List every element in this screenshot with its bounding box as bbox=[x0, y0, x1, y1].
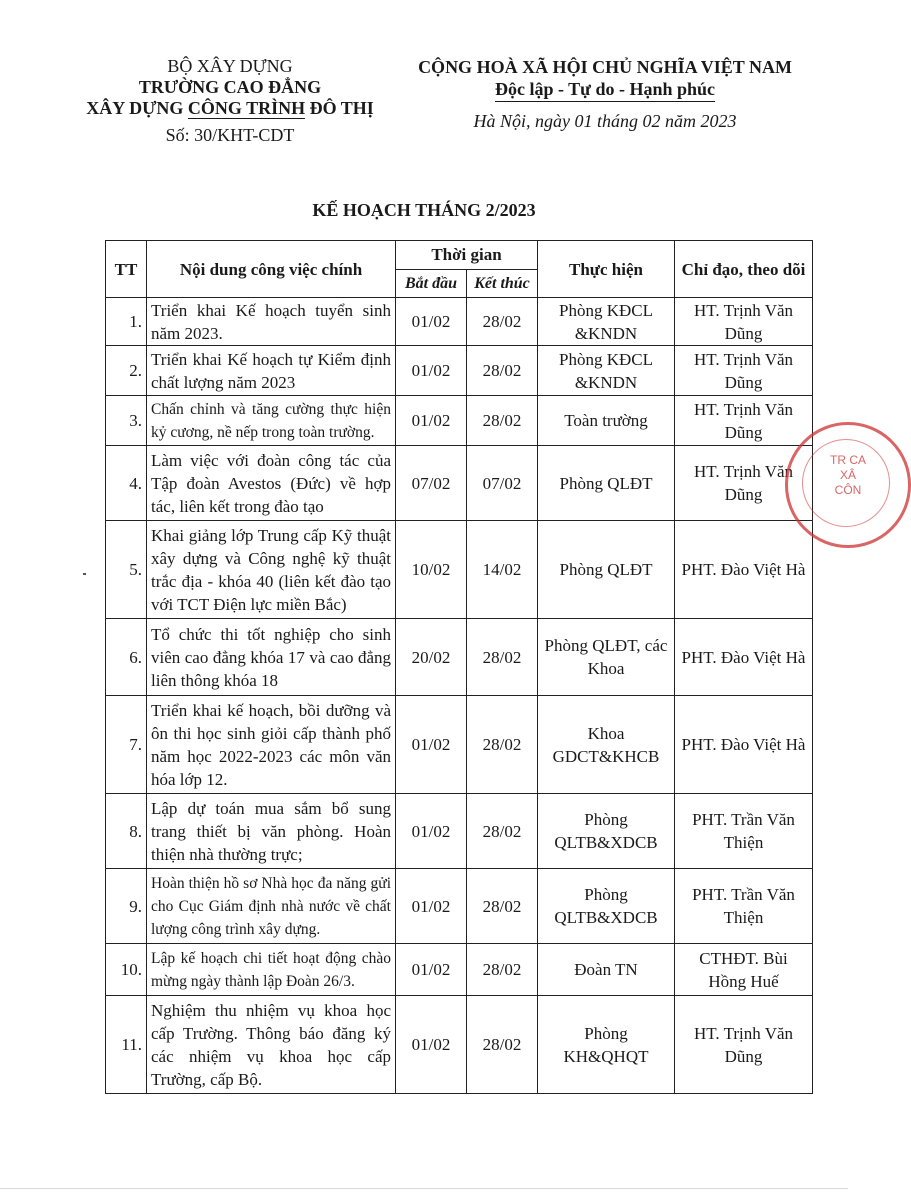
row-end: 28/02 bbox=[467, 944, 538, 996]
row-number: 8. bbox=[106, 794, 147, 869]
row-number: 1. bbox=[106, 298, 147, 346]
row-director: HT. Trịnh Văn Dũng bbox=[675, 396, 813, 446]
row-exec: Phòng KĐCL &KNDN bbox=[538, 298, 675, 346]
plan-table bbox=[105, 240, 813, 1094]
row-start: 01/02 bbox=[396, 696, 467, 794]
row-start: 01/02 bbox=[396, 346, 467, 396]
row-number: 2. bbox=[106, 346, 147, 396]
row-content: Triển khai Kế hoạch tự Kiểm định chất lượng năm 2023 bbox=[147, 346, 396, 396]
row-exec: Đoàn TN bbox=[538, 944, 675, 996]
row-exec: Phòng KH&QHQT bbox=[538, 996, 675, 1094]
national-heading bbox=[395, 56, 815, 132]
row-end: 28/02 bbox=[467, 996, 538, 1094]
document-title: KẾ HOẠCH THÁNG 2/2023 bbox=[312, 200, 536, 220]
school-name-line1: TRƯỜNG CAO ĐẲNG bbox=[138, 77, 322, 97]
table-row bbox=[106, 944, 813, 996]
table-row bbox=[106, 869, 813, 944]
row-end: 28/02 bbox=[467, 869, 538, 944]
row-number: 9. bbox=[106, 869, 147, 944]
row-start: 01/02 bbox=[396, 794, 467, 869]
row-number: 3. bbox=[106, 396, 147, 446]
official-seal-text: TR CA XÂ CÔN bbox=[830, 453, 866, 497]
header-start: Bắt đầu bbox=[396, 269, 467, 298]
row-end: 28/02 bbox=[467, 298, 538, 346]
row-number: 11. bbox=[106, 996, 147, 1094]
scan-speck bbox=[83, 573, 86, 575]
row-content: Tổ chức thi tốt nghiệp cho sinh viên cao đẳng khóa 17 và cao đẳng liên thông khóa 18 bbox=[147, 619, 396, 696]
row-number: 10. bbox=[106, 944, 147, 996]
table-row bbox=[106, 521, 813, 619]
row-number: 6. bbox=[106, 619, 147, 696]
header-director: Chỉ đạo, theo dõi bbox=[675, 241, 813, 298]
row-exec: Phòng KĐCL &KNDN bbox=[538, 346, 675, 396]
school-name-part-c: ĐÔ THỊ bbox=[305, 98, 374, 118]
ministry-name: BỘ XÂY DỰNG bbox=[167, 56, 293, 76]
row-director: HT. Trịnh Văn Dũng bbox=[675, 996, 813, 1094]
row-content: Triển khai Kế hoạch tuyển sinh năm 2023. bbox=[147, 298, 396, 346]
issuer-block bbox=[60, 56, 400, 146]
official-seal-inner-ring bbox=[802, 439, 890, 527]
table-row bbox=[106, 446, 813, 521]
table-row bbox=[106, 346, 813, 396]
table-row bbox=[106, 396, 813, 446]
row-content: Lập dự toán mua sắm bổ sung trang thiết bị văn phòng. Hoàn thiện nhà thường trực; bbox=[147, 794, 396, 869]
row-director: PHT. Đào Việt Hà bbox=[675, 696, 813, 794]
country-name: CỘNG HOÀ XÃ HỘI CHỦ NGHĨA VIỆT NAM bbox=[418, 57, 792, 77]
row-end: 28/02 bbox=[467, 794, 538, 869]
row-content: Làm việc với đoàn công tác của Tập đoàn Avestos (Đức) về hợp tác, liên kết trong đào tạo bbox=[147, 446, 396, 521]
header-content: Nội dung công việc chính bbox=[147, 241, 396, 298]
row-start: 20/02 bbox=[396, 619, 467, 696]
place-date: Hà Nội, ngày 01 tháng 02 năm 2023 bbox=[473, 111, 737, 131]
school-name-line2 bbox=[60, 98, 400, 119]
row-director: HT. Trịnh Văn Dũng bbox=[675, 346, 813, 396]
header-end: Kết thúc bbox=[467, 269, 538, 298]
header-tt: TT bbox=[106, 241, 147, 298]
table-row bbox=[106, 696, 813, 794]
row-director: PHT. Trần Văn Thiện bbox=[675, 794, 813, 869]
row-start: 01/02 bbox=[396, 944, 467, 996]
table-row bbox=[106, 794, 813, 869]
row-director: CTHĐT. Bùi Hồng Huế bbox=[675, 944, 813, 996]
row-end: 07/02 bbox=[467, 446, 538, 521]
table-row bbox=[106, 298, 813, 346]
row-end: 28/02 bbox=[467, 396, 538, 446]
header-exec: Thực hiện bbox=[538, 241, 675, 298]
row-exec: Toàn trường bbox=[538, 396, 675, 446]
row-content: Nghiệm thu nhiệm vụ khoa học cấp Trường. Thông báo đăng ký các nhiệm vụ khoa học cấp Trường, cấp Bộ. bbox=[147, 996, 396, 1094]
school-name-part-a: XÂY DỰNG bbox=[86, 98, 188, 118]
row-content: Lập kế hoạch chi tiết hoạt động chào mừng ngày thành lập Đoàn 26/3. bbox=[147, 944, 396, 996]
header-time: Thời gian bbox=[396, 241, 538, 270]
school-name-part-b: CÔNG TRÌNH bbox=[187, 98, 306, 118]
table-row bbox=[106, 619, 813, 696]
row-end: 28/02 bbox=[467, 346, 538, 396]
row-director: PHT. Đào Việt Hà bbox=[675, 619, 813, 696]
row-number: 7. bbox=[106, 696, 147, 794]
row-content: Hoàn thiện hồ sơ Nhà học đa năng gửi cho Cục Giám định nhà nước về chất lượng công trình xây dựng. bbox=[147, 869, 396, 944]
row-exec: Phòng QLTB&XDCB bbox=[538, 869, 675, 944]
row-number: 5. bbox=[106, 521, 147, 619]
table-row bbox=[106, 996, 813, 1094]
row-exec: Phòng QLĐT bbox=[538, 446, 675, 521]
row-exec: Phòng QLĐT bbox=[538, 521, 675, 619]
row-director: PHT. Đào Việt Hà bbox=[675, 521, 813, 619]
page-bottom-edge bbox=[0, 1188, 848, 1189]
national-motto: Độc lập - Tự do - Hạnh phúc bbox=[495, 78, 715, 102]
row-exec: Khoa GDCT&KHCB bbox=[538, 696, 675, 794]
row-exec: Phòng QLTB&XDCB bbox=[538, 794, 675, 869]
row-director: HT. Trịnh Văn Dũng bbox=[675, 298, 813, 346]
row-start: 07/02 bbox=[396, 446, 467, 521]
row-content: Triển khai kế hoạch, bồi dưỡng và ôn thi học sinh giỏi cấp thành phố năm học 2022-2023 các môn văn hóa lớp 12. bbox=[147, 696, 396, 794]
row-exec: Phòng QLĐT, các Khoa bbox=[538, 619, 675, 696]
row-number: 4. bbox=[106, 446, 147, 521]
row-start: 01/02 bbox=[396, 396, 467, 446]
row-director: HT. Trịnh Văn Dũng bbox=[675, 446, 813, 521]
row-start: 01/02 bbox=[396, 996, 467, 1094]
row-end: 14/02 bbox=[467, 521, 538, 619]
row-content: Chấn chỉnh và tăng cường thực hiện kỷ cương, nề nếp trong toàn trường. bbox=[147, 396, 396, 446]
row-start: 01/02 bbox=[396, 298, 467, 346]
row-content: Khai giảng lớp Trung cấp Kỹ thuật xây dựng và Công nghệ kỹ thuật trắc địa - khóa 40 (liên kết đào tạo với TCT Điện lực miền Bắc) bbox=[147, 521, 396, 619]
row-start: 01/02 bbox=[396, 869, 467, 944]
row-director: PHT. Trần Văn Thiện bbox=[675, 869, 813, 944]
row-end: 28/02 bbox=[467, 619, 538, 696]
row-start: 10/02 bbox=[396, 521, 467, 619]
document-number: Số: 30/KHT-CDT bbox=[165, 125, 295, 145]
row-end: 28/02 bbox=[467, 696, 538, 794]
